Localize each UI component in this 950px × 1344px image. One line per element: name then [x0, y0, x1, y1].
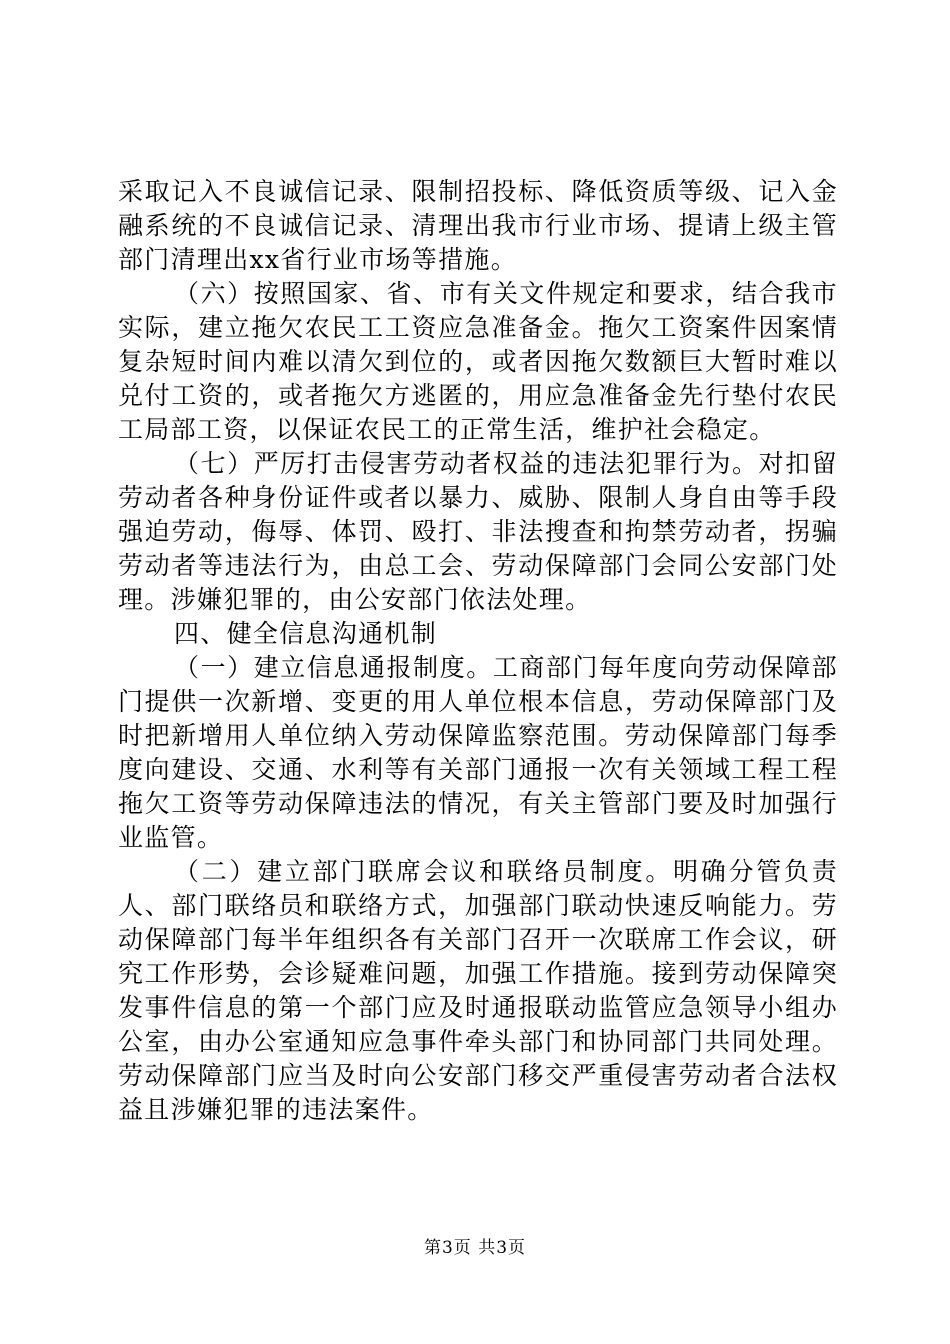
paragraph-measures-continuation: 采取记入不良诚信记录、限制招投标、降低资质等级、记入金融系统的不良诚信记录、清理出我市行业市场、提请上级主管部门清理出xx省行业市场等措施。 — [118, 177, 838, 274]
paragraph-item-one: （一）建立信息通报制度。工商部门每年度向劳动保障部门提供一次新增、变更的用人单位根本信息，劳动保障部门及时把新增用人单位纳入劳动保障监察范围。劳动保障部门每季度向建设、交通、水利等有关部门通报一次有关领域工程工程拖欠工资等劳动保障违法的情况，有关主管部门要及时加强行业监管。 — [118, 653, 838, 852]
paragraph-item-six: （六）按照国家、省、市有关文件规定和要求，结合我市实际，建立拖欠农民工工资应急准备金。拖欠工资案件因案情复杂短时间内难以清欠到位的，或者因拖欠数额巨大暂时难以兑付工资的，或者拖欠方逃匿的，用应急准备金先行垫付农民工局部工资，以保证农民工的正常生活，维护社会稳定。 — [118, 279, 838, 444]
document-body — [118, 175, 838, 1127]
page-footer: 第3页 共3页 — [423, 1238, 527, 1258]
paragraph-item-two: （二）建立部门联席会议和联络员制度。明确分管负责人、部门联络员和联络方式，加强部门联动快速反响能力。劳动保障部门每半年组织各有关部门召开一次联席工作会议，研究工作形势，会诊疑难问题，加强工作措施。接到劳动保障突发事件信息的第一个部门应及时通报联动监管应急领导小组办公室，由办公室通知应急事件牵头部门和协同部门共同处理。劳动保障部门应当及时向公安部门移交严重侵害劳动者合法权益且涉嫌犯罪的违法案件。 — [118, 857, 838, 1124]
section-heading-four: 四、健全信息沟通机制 — [174, 619, 438, 648]
paragraph-item-seven: （七）严厉打击侵害劳动者权益的违法犯罪行为。对扣留劳动者各种身份证件或者以暴力、威胁、限制人身自由等手段强迫劳动，侮辱、体罚、殴打、非法搜查和拘禁劳动者，拐骗劳动者等违法行为，由总工会、劳动保障部门会同公安部门处理。涉嫌犯罪的，由公安部门依法处理。 — [118, 449, 838, 614]
